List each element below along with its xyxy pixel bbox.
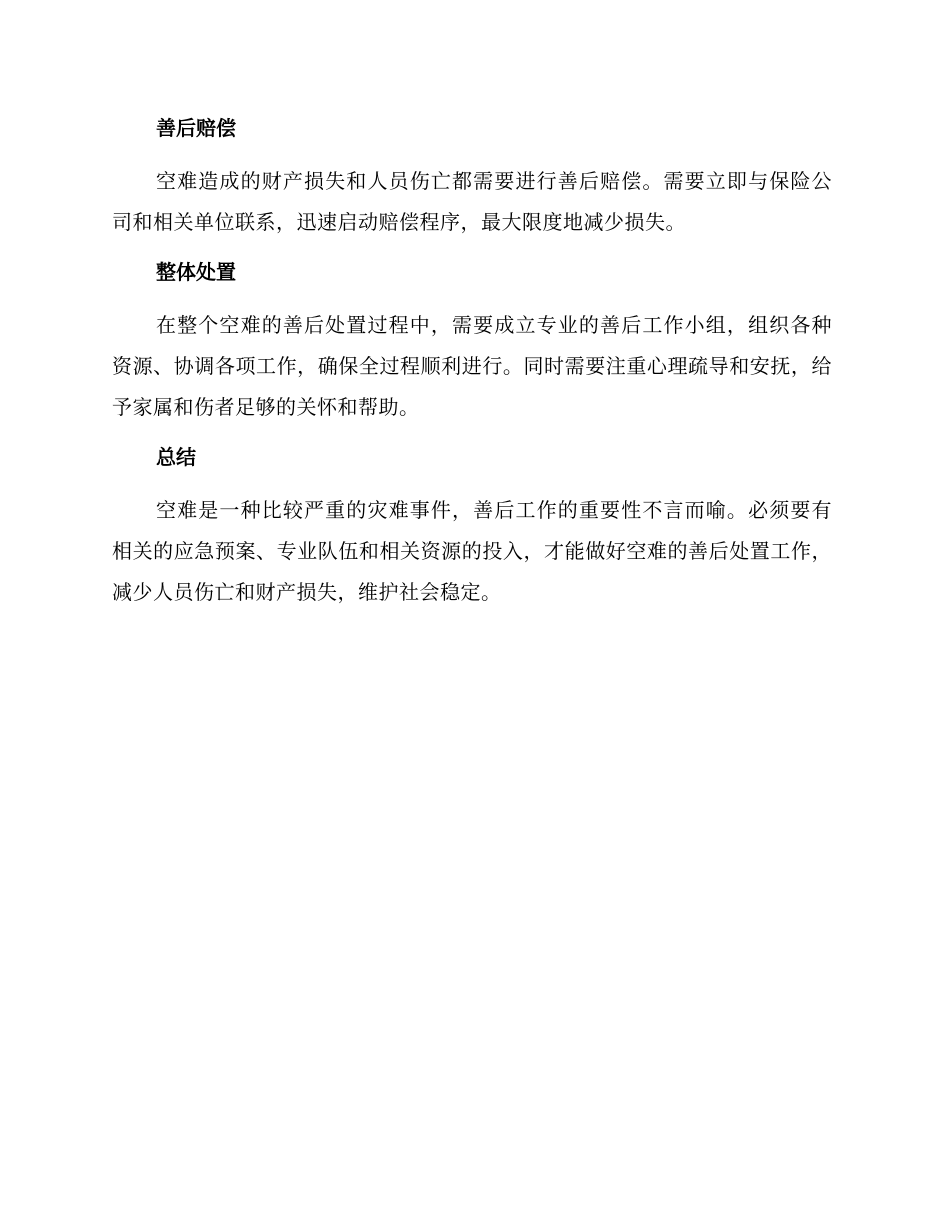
section-heading: 总结 (156, 445, 196, 469)
section-paragraph: 空难是一种比较严重的灾难事件，善后工作的重要性不言而喻。必须要有相关的应急预案、专业队伍和相关资源的投入，才能做好空难的善后处置工作，减少人员伤亡和财产损失，维护社会稳定。 (112, 498, 832, 604)
section-compensation (112, 112, 832, 243)
section-heading: 善后赔偿 (156, 116, 236, 140)
section-summary (112, 441, 832, 613)
section-paragraph: 在整个空难的善后处置过程中，需要成立专业的善后工作小组，组织各种资源、协调各项工作，确保全过程顺利进行。同时需要注重心理疏导和安抚，给予家属和伤者足够的关怀和帮助。 (112, 313, 832, 419)
document-page (112, 112, 832, 626)
section-heading: 整体处置 (156, 260, 236, 284)
section-overall-handling (112, 256, 832, 428)
section-paragraph: 空难造成的财产损失和人员伤亡都需要进行善后赔偿。需要立即与保险公司和相关单位联系，迅速启动赔偿程序，最大限度地减少损失。 (112, 169, 832, 234)
